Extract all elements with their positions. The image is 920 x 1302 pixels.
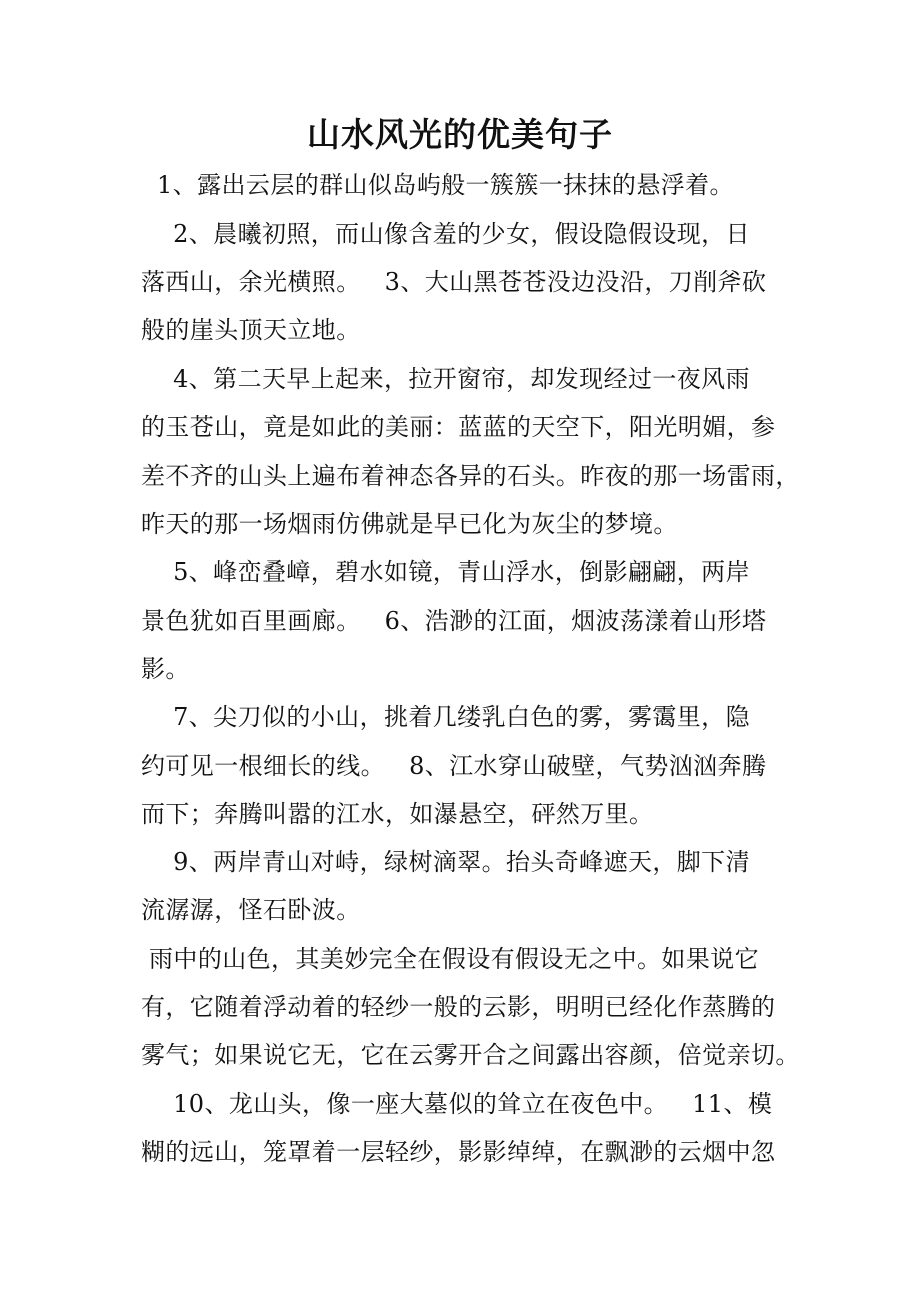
page-title: 山水风光的优美句子 xyxy=(307,115,613,154)
text-line: 10、龙山头，像一座大墓似的耸立在夜色中。 11、模 xyxy=(141,1090,773,1118)
text-line: 差不齐的山头上遍布着神态各异的石头。昨夜的那一场雷雨， xyxy=(141,462,800,490)
text-line: 雾气；如果说它无，它在云雾开合之间露出容颜，倍觉亲切。 xyxy=(141,1041,800,1069)
text-line: 1、露出云层的群山似岛屿般一簇簇一抹抹的悬浮着。 xyxy=(141,171,734,199)
text-line: 糊的远山，笼罩着一层轻纱，影影绰绰，在飘渺的云烟中忽 xyxy=(141,1138,776,1166)
text-line: 景色犹如百里画廊。 6、浩渺的江面，烟波荡漾着山形塔 xyxy=(141,607,767,635)
text-line: 9、两岸青山对峙，绿树滴翠。抬头奇峰遮天，脚下清 xyxy=(141,848,750,876)
text-line: 而下；奔腾叫嚣的江水，如瀑悬空，砰然万里。 xyxy=(141,800,654,828)
text-line: 约可见一根细长的线。 8、江水穿山破壁，气势汹汹奔腾 xyxy=(141,752,767,780)
text-line: 般的崖头顶天立地。 xyxy=(141,316,361,344)
text-line: 落西山，余光横照。 3、大山黑苍苍没边没沿，刀削斧砍 xyxy=(141,268,767,296)
text-line: 5、峰峦叠嶂，碧水如镜，青山浮水，倒影翩翩，两岸 xyxy=(141,558,750,586)
text-line: 昨天的那一场烟雨仿佛就是早已化为灰尘的梦境。 xyxy=(141,510,678,538)
text-line: 7、尖刀似的小山，挑着几缕乳白色的雾，雾霭里，隐 xyxy=(141,703,750,731)
text-line: 雨中的山色，其美妙完全在假设有假设无之中。如果说它 xyxy=(141,945,760,973)
text-line: 流潺潺，怪石卧波。 xyxy=(141,896,361,924)
text-line: 有，它随着浮动着的轻纱一般的云影，明明已经化作蒸腾的 xyxy=(141,993,776,1021)
text-line: 的玉苍山，竟是如此的美丽：蓝蓝的天空下，阳光明媚，参 xyxy=(141,413,776,441)
text-line: 2、晨曦初照，而山像含羞的少女，假设隐假设现，日 xyxy=(141,220,750,248)
text-line: 4、第二天早上起来，拉开窗帘，却发现经过一夜风雨 xyxy=(141,365,750,393)
text-line: 影。 xyxy=(141,655,190,683)
